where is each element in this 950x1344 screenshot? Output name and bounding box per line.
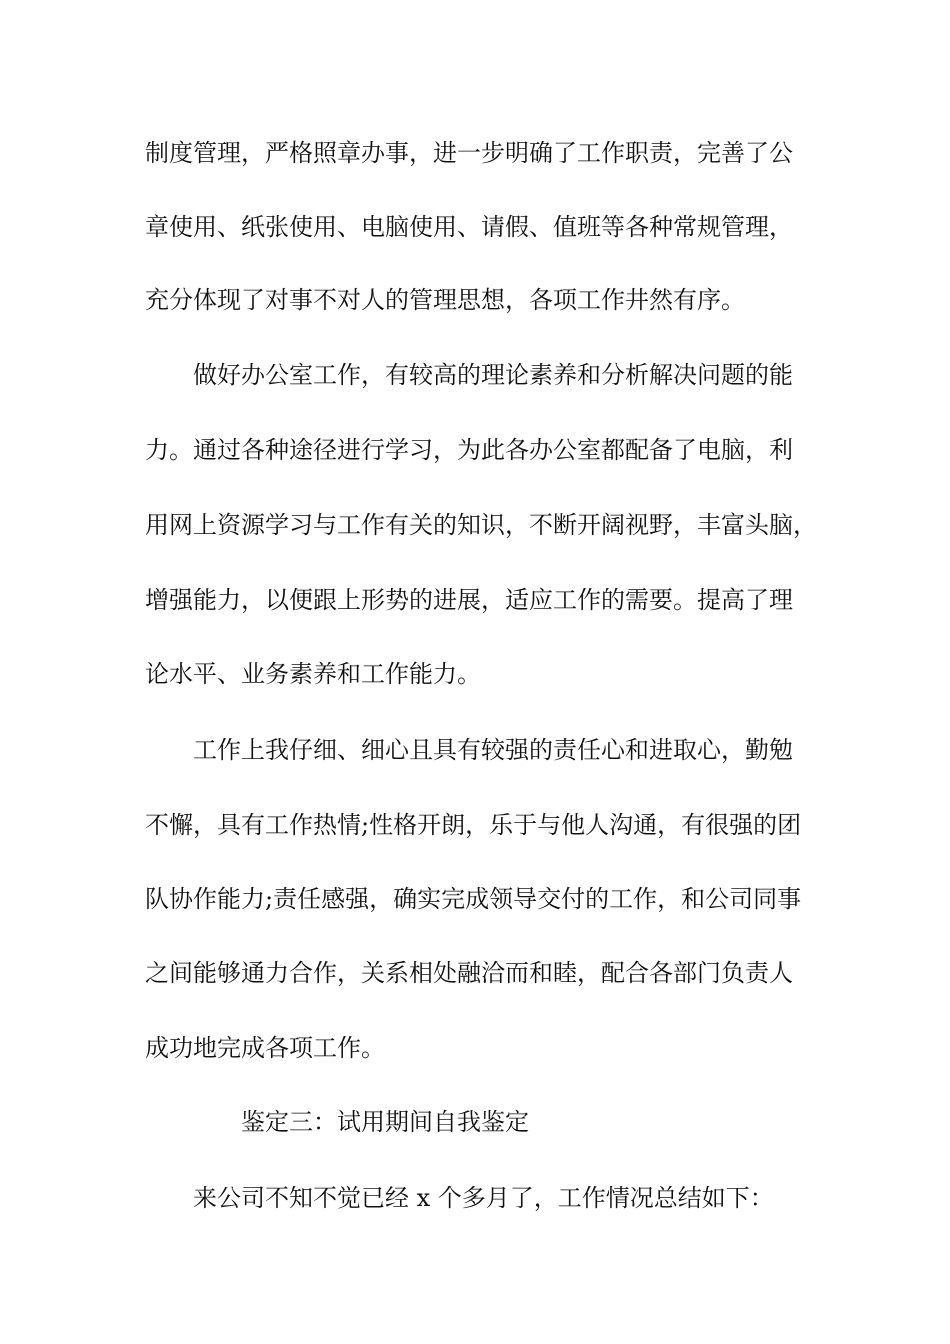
text-line: 队协作能力;责任感强，确实完成领导交付的工作，和公司同事 <box>145 885 802 913</box>
text-line: 之间能够通力合作，关系相处融洽而和睦，配合各部门负责人 <box>145 959 793 987</box>
text-line: 充分体现了对事不对人的管理思想，各项工作井然有序。 <box>145 286 745 314</box>
text-line: 制度管理，严格照章办事，进一步明确了工作职责，完善了公 <box>145 139 793 167</box>
text-line: 成功地完成各项工作。 <box>145 1034 385 1062</box>
text-line: 力。通过各种途径进行学习，为此各办公室都配备了电脑，利 <box>145 436 793 464</box>
text-line: 增强能力，以便跟上形势的进展，适应工作的需要。提高了理 <box>145 586 793 614</box>
text-line: 论水平、业务素养和工作能力。 <box>145 660 481 688</box>
text-line: 不懈，具有工作热情;性格开朗，乐于与他人沟通，有很强的团 <box>145 811 802 839</box>
section-heading: 鉴定三：试用期间自我鉴定 <box>241 1108 529 1136</box>
text-line: 章使用、纸张使用、电脑使用、请假、值班等各种常规管理， <box>145 213 793 241</box>
paragraph-first-line: 做好办公室工作，有较高的理论素养和分析解决问题的能 <box>193 361 793 389</box>
paragraph-first-line: 来公司不知不觉已经 x 个多月了，工作情况总结如下： <box>193 1184 774 1212</box>
text-line: 用网上资源学习与工作有关的知识，不断开阔视野，丰富头脑， <box>145 511 817 539</box>
paragraph-first-line: 工作上我仔细、细心且具有较强的责任心和进取心，勤勉 <box>193 736 793 764</box>
